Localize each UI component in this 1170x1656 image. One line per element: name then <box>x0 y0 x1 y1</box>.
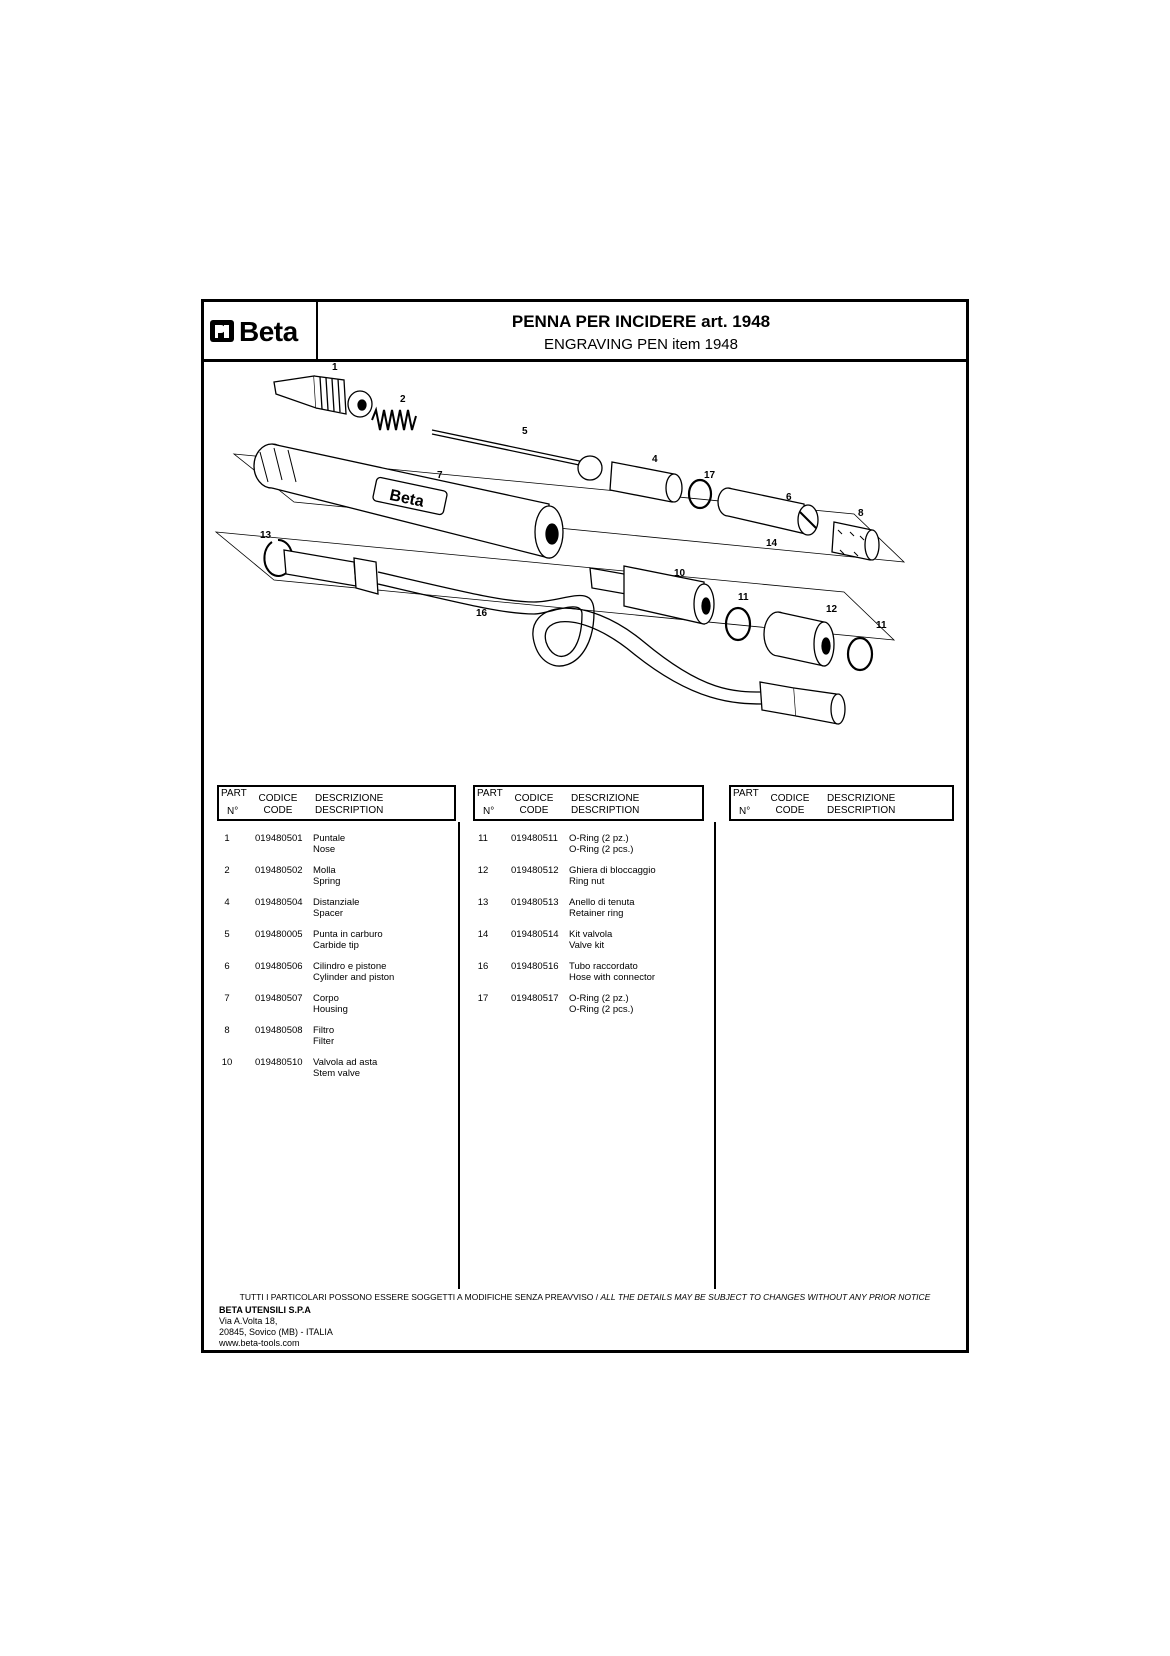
part-carbide-tip <box>432 430 602 480</box>
row-desc-it: O-Ring (2 pz.) <box>569 833 629 844</box>
part-ring-nut <box>764 612 834 666</box>
callout-12: 12 <box>826 604 838 615</box>
row-part-no: 12 <box>477 865 489 876</box>
header-desc-it: DESCRIZIONE <box>315 793 384 804</box>
row-desc-it: Kit valvola <box>569 929 613 940</box>
row-code: 019480511 <box>511 833 558 844</box>
header-part: PART <box>477 788 503 799</box>
page-title: PENNA PER INCIDERE art. 1948 <box>511 312 771 331</box>
row-desc-en: Spring <box>313 876 341 887</box>
row-part-no: 8 <box>224 1025 230 1036</box>
row-description <box>313 1057 453 1079</box>
row-code: 019480507 <box>255 993 303 1004</box>
row-desc-en: Spacer <box>313 908 344 919</box>
row-description <box>313 929 453 951</box>
header-part: PART <box>221 788 247 799</box>
exploded-view-drawing <box>204 362 966 782</box>
beta-logo <box>209 316 311 346</box>
header-code <box>509 793 559 817</box>
row-desc-en: O-Ring (2 pcs.) <box>569 844 634 855</box>
row-desc-it: O-Ring (2 pz.) <box>569 993 629 1004</box>
column-separator-1 <box>458 822 460 1289</box>
row-code: 019480510 <box>255 1057 303 1068</box>
row-desc-en: Filter <box>313 1036 335 1047</box>
row-part-no: 6 <box>224 961 230 972</box>
part-spring <box>372 410 416 430</box>
row-description <box>569 865 709 887</box>
table-header-2 <box>473 785 704 821</box>
row-description <box>313 865 453 887</box>
header-code <box>765 793 815 817</box>
row-desc-en: Valve kit <box>569 940 605 951</box>
row-code: 019480501 <box>255 833 303 844</box>
row-part-no: 5 <box>224 929 230 940</box>
row-code: 019480512 <box>511 865 559 876</box>
row-desc-it: Puntale <box>313 833 346 844</box>
logo-cell <box>204 302 318 359</box>
table-header-3 <box>729 785 954 821</box>
header-desc-en: DESCRIPTION <box>571 805 640 816</box>
header-code-it: CODICE <box>770 793 810 804</box>
header-desc-it: DESCRIZIONE <box>571 793 640 804</box>
row-code: 019480506 <box>255 961 303 972</box>
callout-10: 10 <box>674 568 686 579</box>
header-code-en: CODE <box>263 805 293 816</box>
row-part-no: 7 <box>224 993 230 1004</box>
part-housing <box>254 444 563 558</box>
header-description <box>827 793 895 817</box>
row-part-no: 1 <box>224 833 230 844</box>
callout-2: 2 <box>400 394 406 405</box>
row-desc-it: Cilindro e pistone <box>313 961 387 972</box>
header-code <box>253 793 303 817</box>
housing-brand-label: Beta <box>387 486 426 511</box>
row-desc-en: Nose <box>313 844 336 855</box>
header-desc-en: DESCRIPTION <box>827 805 896 816</box>
row-desc-en: Retainer ring <box>569 908 624 919</box>
row-code: 019480508 <box>255 1025 303 1036</box>
part-nose <box>274 376 372 417</box>
row-part-no: 2 <box>224 865 230 876</box>
row-part-no: 4 <box>224 897 230 908</box>
callout-8: 8 <box>858 508 864 519</box>
header-no: N° <box>227 806 239 817</box>
header-part: PART <box>733 788 759 799</box>
row-description <box>569 897 709 919</box>
row-description <box>569 929 709 951</box>
row-description <box>569 993 709 1015</box>
beta-logo-icon <box>209 319 235 343</box>
part-o-ring-11b <box>848 638 872 670</box>
row-description <box>313 993 453 1015</box>
row-description <box>569 833 709 855</box>
row-desc-it: Valvola ad asta <box>313 1057 378 1068</box>
row-part-no: 17 <box>477 993 489 1004</box>
header-desc-en: DESCRIPTION <box>315 805 384 816</box>
callout-4: 4 <box>652 454 658 465</box>
part-stem-valve <box>590 566 714 624</box>
callout-11a: 11 <box>738 592 749 603</box>
row-code: 019480517 <box>511 993 559 1004</box>
row-part-no: 16 <box>477 961 489 972</box>
row-desc-it: Molla <box>313 865 336 876</box>
part-hose <box>284 550 845 724</box>
row-description <box>313 961 453 983</box>
part-o-ring-17 <box>689 480 711 508</box>
callout-6: 6 <box>786 492 792 503</box>
disclaimer-notice <box>204 1292 966 1302</box>
header-desc-it: DESCRIZIONE <box>827 793 896 804</box>
part-spacer <box>610 462 682 502</box>
row-desc-it: Corpo <box>313 993 339 1004</box>
callout-5: 5 <box>522 426 528 437</box>
row-description <box>313 1025 453 1047</box>
company-address-street: Via A.Volta 18, <box>219 1316 278 1326</box>
header-description <box>315 793 383 817</box>
notice-en: ALL THE DETAILS MAY BE SUBJECT TO CHANGES WITHOUT ANY PRIOR NOTICE <box>600 1292 931 1302</box>
callout-1: 1 <box>332 362 338 373</box>
row-desc-it: Ghiera di bloccaggio <box>569 865 656 876</box>
callout-11b: 11 <box>876 620 887 631</box>
row-code: 019480502 <box>255 865 303 876</box>
row-description <box>569 961 709 983</box>
company-address-city: 20845, Sovico (MB) - ITALIA <box>219 1327 333 1337</box>
callout-13: 13 <box>260 530 272 541</box>
table-header-1 <box>217 785 456 821</box>
row-desc-en: Hose with connector <box>569 972 656 983</box>
row-desc-it: Distanziale <box>313 897 360 908</box>
company-website-link[interactable]: www.beta-tools.com <box>219 1338 300 1348</box>
column-separator-2 <box>714 822 716 1289</box>
row-code: 019480513 <box>511 897 559 908</box>
row-desc-en: Carbide tip <box>313 940 359 951</box>
callout-14: 14 <box>766 538 778 549</box>
row-desc-it: Anello di tenuta <box>569 897 635 908</box>
header-code-it: CODICE <box>258 793 298 804</box>
part-cylinder-piston <box>718 488 818 535</box>
row-desc-en: Housing <box>313 1004 348 1015</box>
callout-17: 17 <box>704 470 716 481</box>
row-desc-en: Cylinder and piston <box>313 972 395 983</box>
row-description <box>313 833 453 855</box>
header-code-en: CODE <box>775 805 805 816</box>
callout-16: 16 <box>476 608 488 619</box>
row-part-no: 11 <box>478 833 488 844</box>
header-code-en: CODE <box>519 805 549 816</box>
row-part-no: 10 <box>221 1057 233 1068</box>
row-description <box>313 897 453 919</box>
row-code: 019480514 <box>511 929 559 940</box>
company-name: BETA UTENSILI S.P.A <box>219 1305 311 1315</box>
header-no: N° <box>483 806 495 817</box>
row-desc-it: Tubo raccordato <box>569 961 638 972</box>
row-code: 019480005 <box>255 929 303 940</box>
row-desc-en: O-Ring (2 pcs.) <box>569 1004 634 1015</box>
brand-name: Beta <box>239 316 298 347</box>
page-subtitle: ENGRAVING PEN item 1948 <box>544 336 738 353</box>
row-desc-it: Punta in carburo <box>313 929 383 940</box>
callout-7: 7 <box>437 470 443 481</box>
row-code: 019480504 <box>255 897 303 908</box>
part-filter <box>832 522 879 560</box>
header-code-it: CODICE <box>514 793 554 804</box>
notice-it: TUTTI I PARTICOLARI POSSONO ESSERE SOGGETTI A MODIFICHE SENZA PREAVVISO / <box>239 1292 599 1302</box>
sheet-header <box>204 302 966 362</box>
row-desc-it: Filtro <box>313 1025 335 1036</box>
parts-sheet <box>201 299 969 1353</box>
row-part-no: 13 <box>477 897 489 908</box>
header-description <box>571 793 639 817</box>
company-info <box>219 1305 333 1349</box>
row-desc-en: Stem valve <box>313 1068 360 1079</box>
row-part-no: 14 <box>477 929 489 940</box>
row-code: 019480516 <box>511 961 559 972</box>
row-desc-en: Ring nut <box>569 876 605 887</box>
header-no: N° <box>739 806 751 817</box>
